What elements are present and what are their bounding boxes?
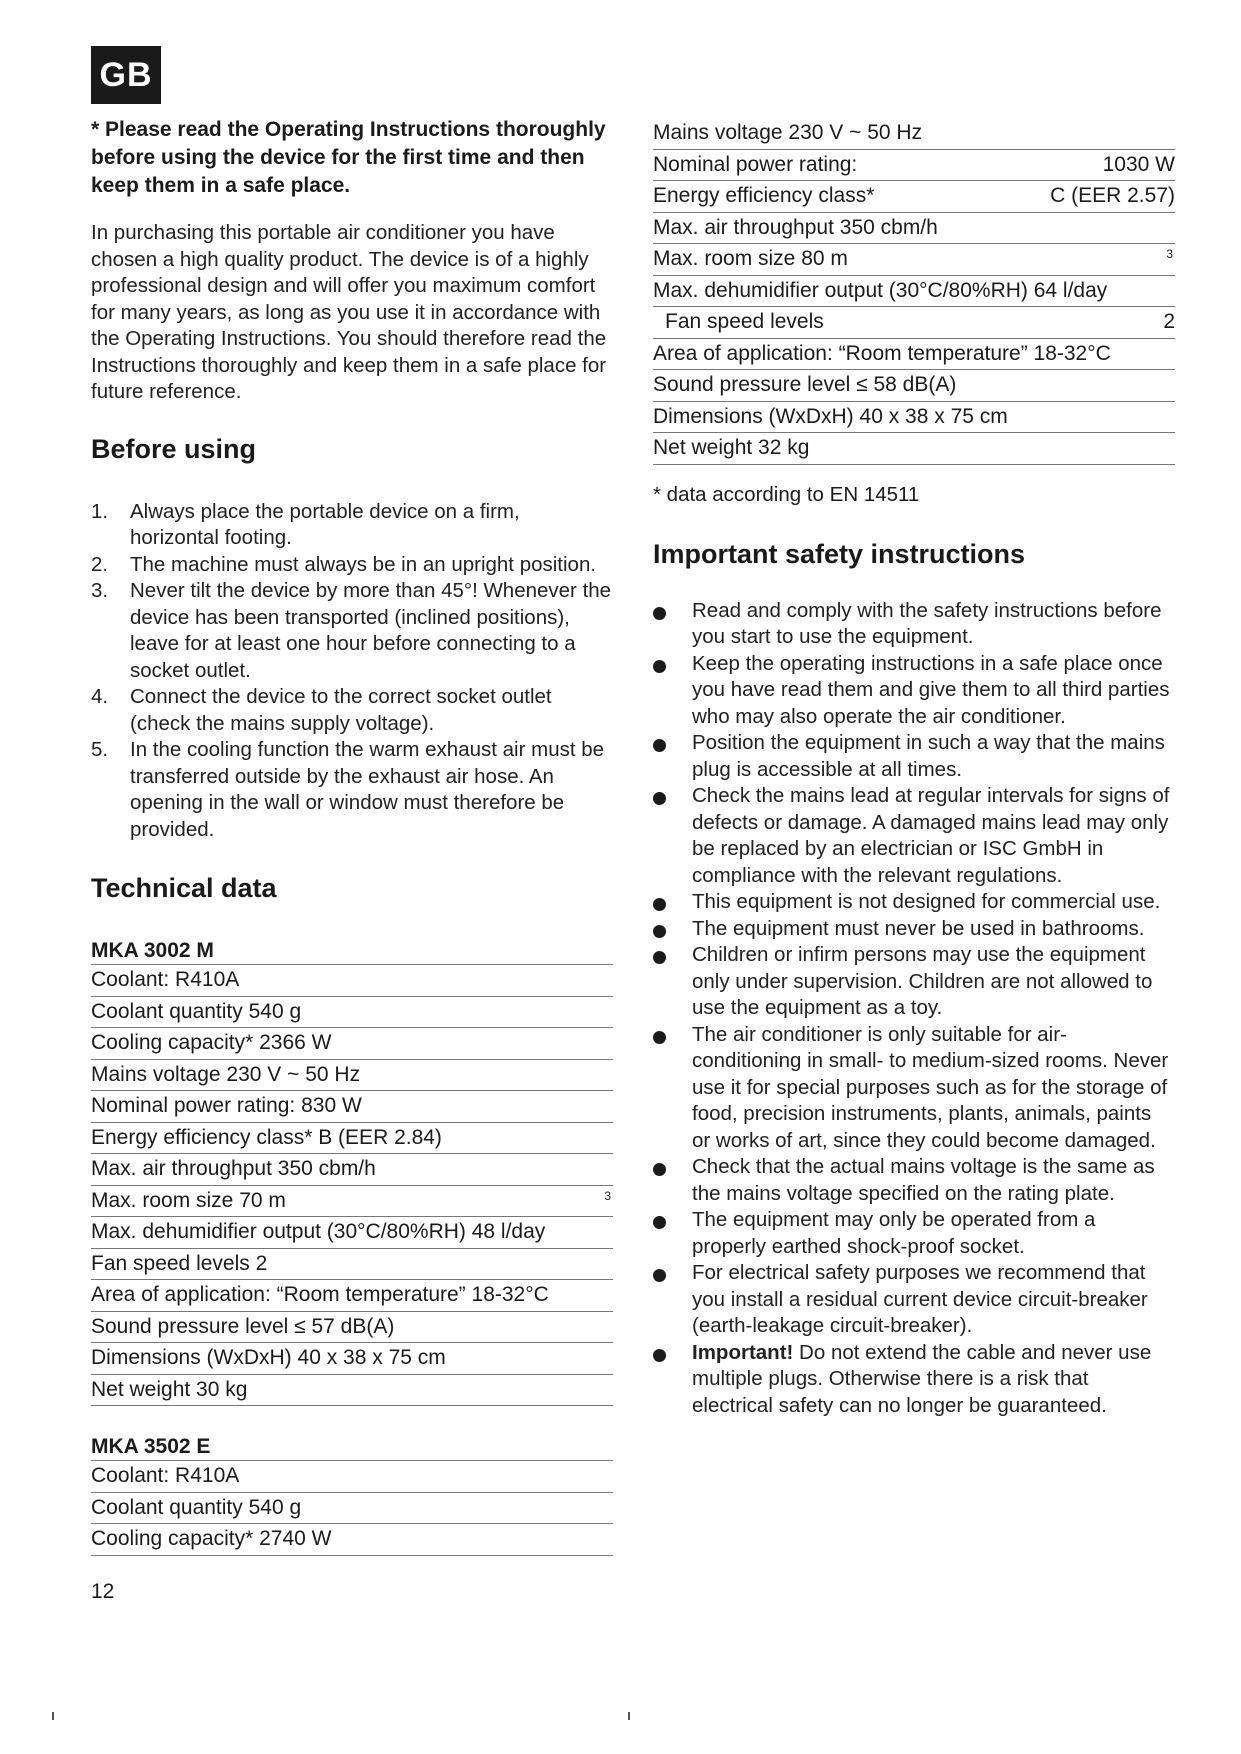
model2-title: MKA 3502 E bbox=[91, 1435, 211, 1458]
safety-heading: Important safety instructions bbox=[653, 538, 1026, 569]
left-column bbox=[91, 116, 613, 1604]
spec-label: Mains voltage 230 V ~ 50 Hz bbox=[653, 121, 923, 144]
bullet-icon bbox=[653, 1031, 666, 1044]
spec-label: Cooling capacity* 2740 W bbox=[91, 1527, 332, 1550]
spec-label: Mains voltage 230 V ~ 50 Hz bbox=[91, 1062, 361, 1086]
step-number: 2. bbox=[91, 552, 109, 576]
spec-label: Dimensions (WxDxH) 40 x 38 x 75 cm bbox=[91, 1346, 446, 1369]
bullet-icon bbox=[653, 1269, 666, 1282]
safety-item-text: For electrical safety purposes we recommend that you install a residual current device circuit-breaker (earth-leakage circuit-breaker). bbox=[692, 1261, 1148, 1337]
bullet-icon bbox=[653, 1163, 666, 1176]
step-number: 1. bbox=[91, 499, 109, 523]
model2-spec-table bbox=[91, 1460, 613, 1556]
safety-item-text: Keep the operating instructions in a safe place once you have read them and give them to all third parties who may also operate the air conditioner. bbox=[692, 651, 1170, 728]
bullet-icon bbox=[653, 660, 666, 673]
bullet-icon bbox=[653, 792, 666, 805]
safety-item bbox=[653, 783, 1175, 889]
spec-value: 1030 W bbox=[1102, 152, 1175, 176]
spec-row bbox=[91, 1217, 613, 1249]
spec-row bbox=[91, 1280, 613, 1312]
intro-warning: * Please read the Operating Instructions thoroughly before using the device for the first time and then keep them in a safe place. bbox=[91, 118, 606, 197]
spec-label: Nominal power rating: bbox=[653, 152, 858, 176]
spec-label: Sound pressure level ≤ 57 dB(A) bbox=[91, 1314, 395, 1338]
spec-label: Max. room size 80 m bbox=[653, 247, 848, 270]
spec-value: 3 bbox=[1166, 247, 1173, 261]
bullet-icon bbox=[653, 1349, 666, 1362]
data-footnote: * data according to EN 14511 bbox=[653, 482, 920, 506]
spec-row bbox=[91, 1461, 613, 1493]
spec-label: Coolant quantity 540 g bbox=[91, 999, 302, 1023]
spec-row bbox=[91, 1312, 613, 1344]
spec-row bbox=[91, 1091, 613, 1123]
spec-label: Area of application: “Room temperature” 18-32°C bbox=[91, 1283, 549, 1306]
safety-list bbox=[653, 598, 1175, 1420]
spec-row bbox=[91, 965, 613, 997]
safety-item-text: The air conditioner is only suitable for air-conditioning in small- to medium-sized rooms. Never use it for special purposes such as for the storage of food, precision instruments, plants, animals, paints or works of art, since they could become damaged. bbox=[692, 1022, 1169, 1152]
safety-item-text: Check that the actual mains voltage is the same as the mains voltage specified on the rating plate. bbox=[692, 1155, 1155, 1205]
spec-label: Max. air throughput 350 cbm/h bbox=[91, 1157, 376, 1180]
safety-item-text: The equipment must never be used in bathrooms. bbox=[692, 916, 1145, 940]
spec-row bbox=[653, 118, 1175, 150]
spec-row bbox=[653, 307, 1175, 339]
before-using-list bbox=[91, 499, 613, 844]
safety-item-emphasis: Important! bbox=[692, 1340, 794, 1364]
safety-item-text: Children or infirm persons may use the equipment only under supervision. Children are not allowed to use the equipment as a toy. bbox=[692, 943, 1153, 1019]
spec-label: Dimensions (WxDxH) 40 x 38 x 75 cm bbox=[653, 404, 1008, 428]
model1-spec-table bbox=[91, 964, 613, 1406]
right-column bbox=[653, 118, 1175, 1419]
safety-item bbox=[653, 1022, 1175, 1155]
spec-label: Cooling capacity* 2366 W bbox=[91, 1031, 332, 1054]
spec-row bbox=[91, 1060, 613, 1092]
safety-item bbox=[653, 598, 1175, 651]
step-text: Connect the device to the correct socket outlet (check the mains supply voltage). bbox=[130, 685, 552, 735]
spec-label: Coolant quantity 540 g bbox=[91, 1495, 302, 1519]
technical-data-heading: Technical data bbox=[91, 873, 277, 903]
step-item bbox=[91, 499, 613, 552]
spec-row bbox=[653, 213, 1175, 245]
safety-item bbox=[653, 889, 1175, 916]
safety-item-text: Do not extend the cable and never use multiple plugs. Otherwise there is a risk that electrical safety can no longer be guaranteed. bbox=[692, 1340, 1152, 1417]
spec-row bbox=[91, 1154, 613, 1186]
spec-label: Max. air throughput 350 cbm/h bbox=[653, 215, 938, 239]
spec-row bbox=[653, 370, 1175, 402]
crop-mark bbox=[628, 1712, 630, 1720]
step-text: Never tilt the device by more than 45°! Whenever the device has been transported (inclined positions), leave for at least one hour before connecting to a socket outlet. bbox=[130, 579, 612, 682]
spec-value: C (EER 2.57) bbox=[1050, 184, 1175, 207]
bullet-icon bbox=[653, 925, 666, 938]
spec-label: Energy efficiency class* bbox=[653, 184, 875, 207]
spec-label: Coolant: R410A bbox=[91, 968, 240, 991]
intro-paragraph: In purchasing this portable air conditioner you have chosen a high quality product. The device is of a highly professional design and will offer you maximum comfort for many years, as long as you use it in accordance with the Operating Instructions. You should therefore read the Instructions thoroughly and keep them in a safe place for future reference. bbox=[91, 221, 607, 403]
spec-value: 2 bbox=[1163, 310, 1175, 333]
spec-label: Net weight 30 kg bbox=[91, 1377, 248, 1401]
step-text: In the cooling function the warm exhaust air must be transferred outside by the exhaust air hose. An opening in the wall or window must therefore be provided. bbox=[130, 738, 605, 841]
spec-row bbox=[91, 1375, 613, 1407]
step-item bbox=[91, 578, 613, 684]
step-number: 3. bbox=[91, 579, 109, 602]
safety-item bbox=[653, 1154, 1175, 1207]
crop-mark bbox=[52, 1712, 54, 1720]
spec-label: Fan speed levels bbox=[665, 310, 824, 333]
safety-item bbox=[653, 730, 1175, 783]
page-number: 12 bbox=[91, 1579, 115, 1603]
spec-label: Coolant: R410A bbox=[91, 1464, 240, 1487]
safety-item-text: Check the mains lead at regular intervals for signs of defects or damage. A damaged mains lead may only be replaced by an electrician or ISC GmbH in compliance with the relevant regulations. bbox=[692, 784, 1170, 887]
bullet-icon bbox=[653, 607, 666, 620]
spec-row bbox=[91, 1186, 613, 1218]
spec-row bbox=[653, 244, 1175, 276]
spec-row bbox=[653, 339, 1175, 371]
spec-label: Nominal power rating: 830 W bbox=[91, 1094, 362, 1117]
spec-label: Energy efficiency class* B (EER 2.84) bbox=[91, 1125, 442, 1149]
safety-item bbox=[653, 651, 1175, 731]
before-using-heading: Before using bbox=[91, 433, 257, 464]
safety-item-text: Position the equipment in such a way that the mains plug is accessible at all times. bbox=[692, 731, 1165, 781]
spec-label: Max. dehumidifier output (30°C/80%RH) 48 l/day bbox=[91, 1220, 546, 1243]
spec-row bbox=[653, 433, 1175, 465]
spec-row bbox=[91, 1524, 613, 1556]
spec-label: Net weight 32 kg bbox=[653, 436, 810, 459]
bullet-icon bbox=[653, 1216, 666, 1229]
spec-row bbox=[91, 1028, 613, 1060]
spec-label: Max. dehumidifier output (30°C/80%RH) 64 l/day bbox=[653, 278, 1108, 302]
spec-label: Max. room size 70 m bbox=[91, 1188, 286, 1212]
step-number: 5. bbox=[91, 738, 109, 761]
safety-item-text: This equipment is not designed for commercial use. bbox=[692, 890, 1161, 913]
bullet-icon bbox=[653, 951, 666, 964]
spec-label: Fan speed levels 2 bbox=[91, 1251, 268, 1275]
spec-value: 3 bbox=[604, 1188, 611, 1203]
step-item bbox=[91, 552, 613, 579]
spec-row bbox=[91, 1343, 613, 1375]
step-item bbox=[91, 737, 613, 843]
spec-row bbox=[91, 1249, 613, 1281]
spec-row bbox=[653, 181, 1175, 213]
bullet-icon bbox=[653, 898, 666, 911]
spec-label: Area of application: “Room temperature” 18-32°C bbox=[653, 341, 1111, 365]
spec-row bbox=[91, 997, 613, 1029]
spec-row bbox=[653, 402, 1175, 434]
safety-item bbox=[653, 1340, 1175, 1420]
spec-row bbox=[653, 150, 1175, 182]
safety-item bbox=[653, 1260, 1175, 1340]
step-number: 4. bbox=[91, 685, 109, 708]
spec-row bbox=[91, 1123, 613, 1155]
language-badge: GB bbox=[91, 46, 161, 104]
model2-spec-table-continued bbox=[653, 118, 1175, 465]
safety-item bbox=[653, 942, 1175, 1022]
safety-item bbox=[653, 916, 1175, 943]
step-text: The machine must always be in an upright position. bbox=[130, 552, 597, 576]
step-item bbox=[91, 684, 613, 737]
safety-item bbox=[653, 1207, 1175, 1260]
safety-item-text: The equipment may only be operated from a properly earthed shock-proof socket. bbox=[692, 1208, 1096, 1258]
spec-label: Sound pressure level ≤ 58 dB(A) bbox=[653, 373, 957, 396]
spec-row bbox=[653, 276, 1175, 308]
safety-item-text: Read and comply with the safety instructions before you start to use the equipment. bbox=[692, 598, 1162, 648]
spec-row bbox=[91, 1493, 613, 1525]
model1-title: MKA 3002 M bbox=[91, 939, 214, 962]
bullet-icon bbox=[653, 739, 666, 752]
step-text: Always place the portable device on a firm, horizontal footing. bbox=[130, 499, 520, 549]
